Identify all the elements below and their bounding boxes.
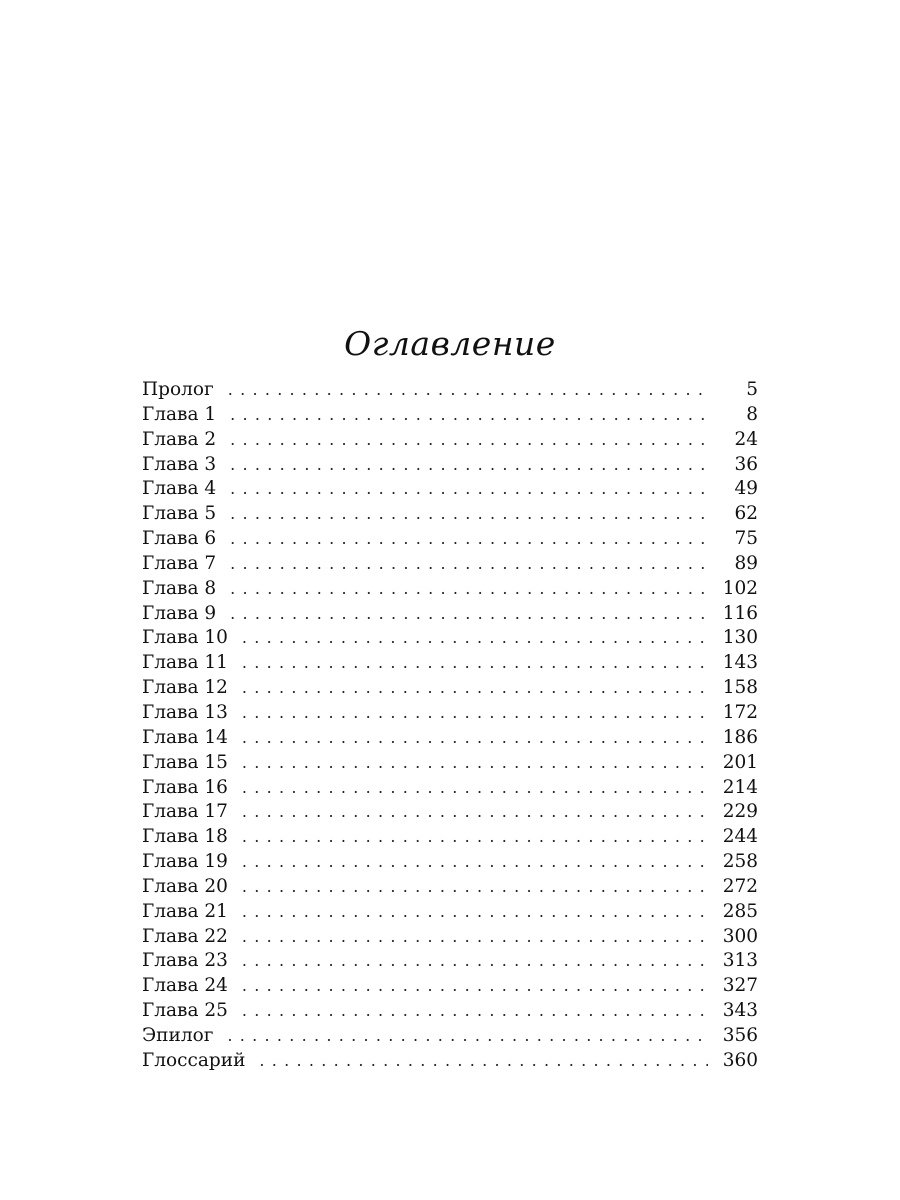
dot-leader <box>230 428 708 453</box>
toc-entry-page: 49 <box>734 478 758 500</box>
toc-entry-label: Глава 10 <box>142 627 228 649</box>
toc-entry-page: 102 <box>722 577 758 599</box>
page-title: Оглавление <box>344 324 556 363</box>
toc-entry-label: Глава 18 <box>142 826 228 848</box>
toc-entry[interactable] <box>142 999 758 1024</box>
toc-entry-label: Пролог <box>142 379 214 400</box>
dot-leader <box>242 726 708 751</box>
toc-entry-label: Глава 6 <box>142 528 217 550</box>
toc-entry-label: Глава 23 <box>142 950 228 972</box>
dot-leader <box>242 974 708 999</box>
dot-leader <box>242 626 708 651</box>
toc-entry[interactable] <box>142 974 758 999</box>
dot-leader <box>227 1024 708 1049</box>
toc-entry[interactable] <box>142 577 758 602</box>
toc-entry-label: Глава 7 <box>142 552 217 574</box>
toc-entry-page: 24 <box>734 428 758 450</box>
dot-leader <box>242 676 708 701</box>
toc-entry[interactable] <box>142 800 758 825</box>
toc-entry[interactable] <box>142 676 758 701</box>
toc-entry-label: Глава 13 <box>142 701 228 723</box>
toc-entry-page: 214 <box>722 776 758 798</box>
toc-entry-label: Глава 24 <box>142 975 228 997</box>
toc-entry-page: 360 <box>722 1049 758 1071</box>
toc-entry[interactable] <box>142 875 758 900</box>
toc-entry-label: Глава 12 <box>142 677 228 699</box>
toc-entry-label: Глава 20 <box>142 875 228 897</box>
dot-leader <box>230 403 708 428</box>
toc-entry[interactable] <box>142 428 758 453</box>
toc-entry[interactable] <box>142 949 758 974</box>
toc-entry-page: 36 <box>734 453 758 475</box>
toc-entry[interactable] <box>142 552 758 577</box>
toc-entry-label: Глава 5 <box>142 503 217 525</box>
dot-leader <box>228 378 708 403</box>
toc-entry[interactable] <box>142 403 758 428</box>
toc-entry[interactable] <box>142 651 758 676</box>
toc-entry-label: Глава 9 <box>142 602 217 624</box>
toc-entry-page: 201 <box>722 751 758 773</box>
toc-entry-label: Глоссарий <box>142 1049 246 1071</box>
toc-entry-page: 244 <box>722 826 758 848</box>
toc-entry[interactable] <box>142 453 758 478</box>
toc-entry-page: 172 <box>722 701 758 723</box>
toc-entry[interactable] <box>142 602 758 627</box>
toc-entry-label: Глава 17 <box>142 801 228 823</box>
toc-entry-page: 313 <box>722 950 758 972</box>
toc-entry[interactable] <box>142 527 758 552</box>
toc-entry-page: 75 <box>734 528 758 550</box>
toc-entry-label: Глава 8 <box>142 577 217 599</box>
toc-entry-page: 300 <box>722 925 758 947</box>
toc-entry-label: Глава 15 <box>142 751 228 773</box>
toc-entry[interactable] <box>142 726 758 751</box>
toc-entry-label: Глава 22 <box>142 925 228 947</box>
toc-entry-label: Глава 21 <box>142 900 228 922</box>
dot-leader <box>230 453 708 478</box>
toc-entry[interactable] <box>142 900 758 925</box>
toc-entry-page: 8 <box>746 403 758 425</box>
dot-leader <box>242 925 708 950</box>
toc-entry[interactable] <box>142 850 758 875</box>
dot-leader <box>230 552 708 577</box>
toc-entry-page: 343 <box>722 1000 758 1022</box>
toc-entry-label: Эпилог <box>142 1024 214 1046</box>
dot-leader <box>242 651 708 676</box>
toc-entry[interactable] <box>142 1049 758 1074</box>
toc-entry[interactable] <box>142 502 758 527</box>
dot-leader <box>242 776 708 801</box>
dot-leader <box>242 825 708 850</box>
dot-leader <box>230 577 708 602</box>
toc-entry-page: 116 <box>722 602 758 624</box>
toc-entry-page: 258 <box>722 851 758 873</box>
toc-entry-label: Глава 25 <box>142 1000 228 1022</box>
toc-entry-page: 285 <box>722 900 758 922</box>
toc-entry[interactable] <box>142 925 758 950</box>
toc-entry[interactable] <box>142 701 758 726</box>
toc-entry-label: Глава 16 <box>142 776 228 798</box>
toc-entry[interactable] <box>142 626 758 651</box>
toc-entry[interactable] <box>142 378 758 403</box>
toc-entry[interactable] <box>142 477 758 502</box>
toc-entry[interactable] <box>142 751 758 776</box>
toc-entry-page: 158 <box>722 677 758 699</box>
toc-entry-label: Глава 2 <box>142 428 217 450</box>
toc-entry-page: 356 <box>722 1024 758 1046</box>
toc-entry-page: 327 <box>722 975 758 997</box>
toc-entry-page: 130 <box>722 627 758 649</box>
dot-leader <box>242 875 708 900</box>
toc-entry[interactable] <box>142 825 758 850</box>
toc-entry[interactable] <box>142 776 758 801</box>
dot-leader <box>230 502 708 527</box>
toc-entry-page: 89 <box>734 552 758 574</box>
dot-leader <box>242 850 708 875</box>
dot-leader <box>230 477 708 502</box>
toc-entry-label: Глава 1 <box>142 403 217 425</box>
dot-leader <box>242 949 708 974</box>
toc-entry-label: Глава 4 <box>142 478 217 500</box>
dot-leader <box>242 800 708 825</box>
dot-leader <box>230 602 708 627</box>
dot-leader <box>259 1049 708 1074</box>
toc-entry-label: Глава 3 <box>142 453 217 475</box>
toc-entry-page: 62 <box>734 503 758 525</box>
toc-entry-label: Глава 19 <box>142 851 228 873</box>
toc-entry-label: Глава 11 <box>142 652 228 674</box>
toc-entry-page: 272 <box>722 875 758 897</box>
dot-leader <box>242 900 708 925</box>
toc-entry-page: 5 <box>746 379 758 400</box>
toc-entry[interactable] <box>142 1024 758 1049</box>
dot-leader <box>242 999 708 1024</box>
toc-entry-page: 186 <box>722 726 758 748</box>
toc-entry-label: Глава 14 <box>142 726 228 748</box>
dot-leader <box>242 751 708 776</box>
table-of-contents <box>142 378 758 1074</box>
dot-leader <box>230 527 708 552</box>
toc-entry-page: 143 <box>722 652 758 674</box>
dot-leader <box>242 701 708 726</box>
toc-entry-page: 229 <box>722 801 758 823</box>
